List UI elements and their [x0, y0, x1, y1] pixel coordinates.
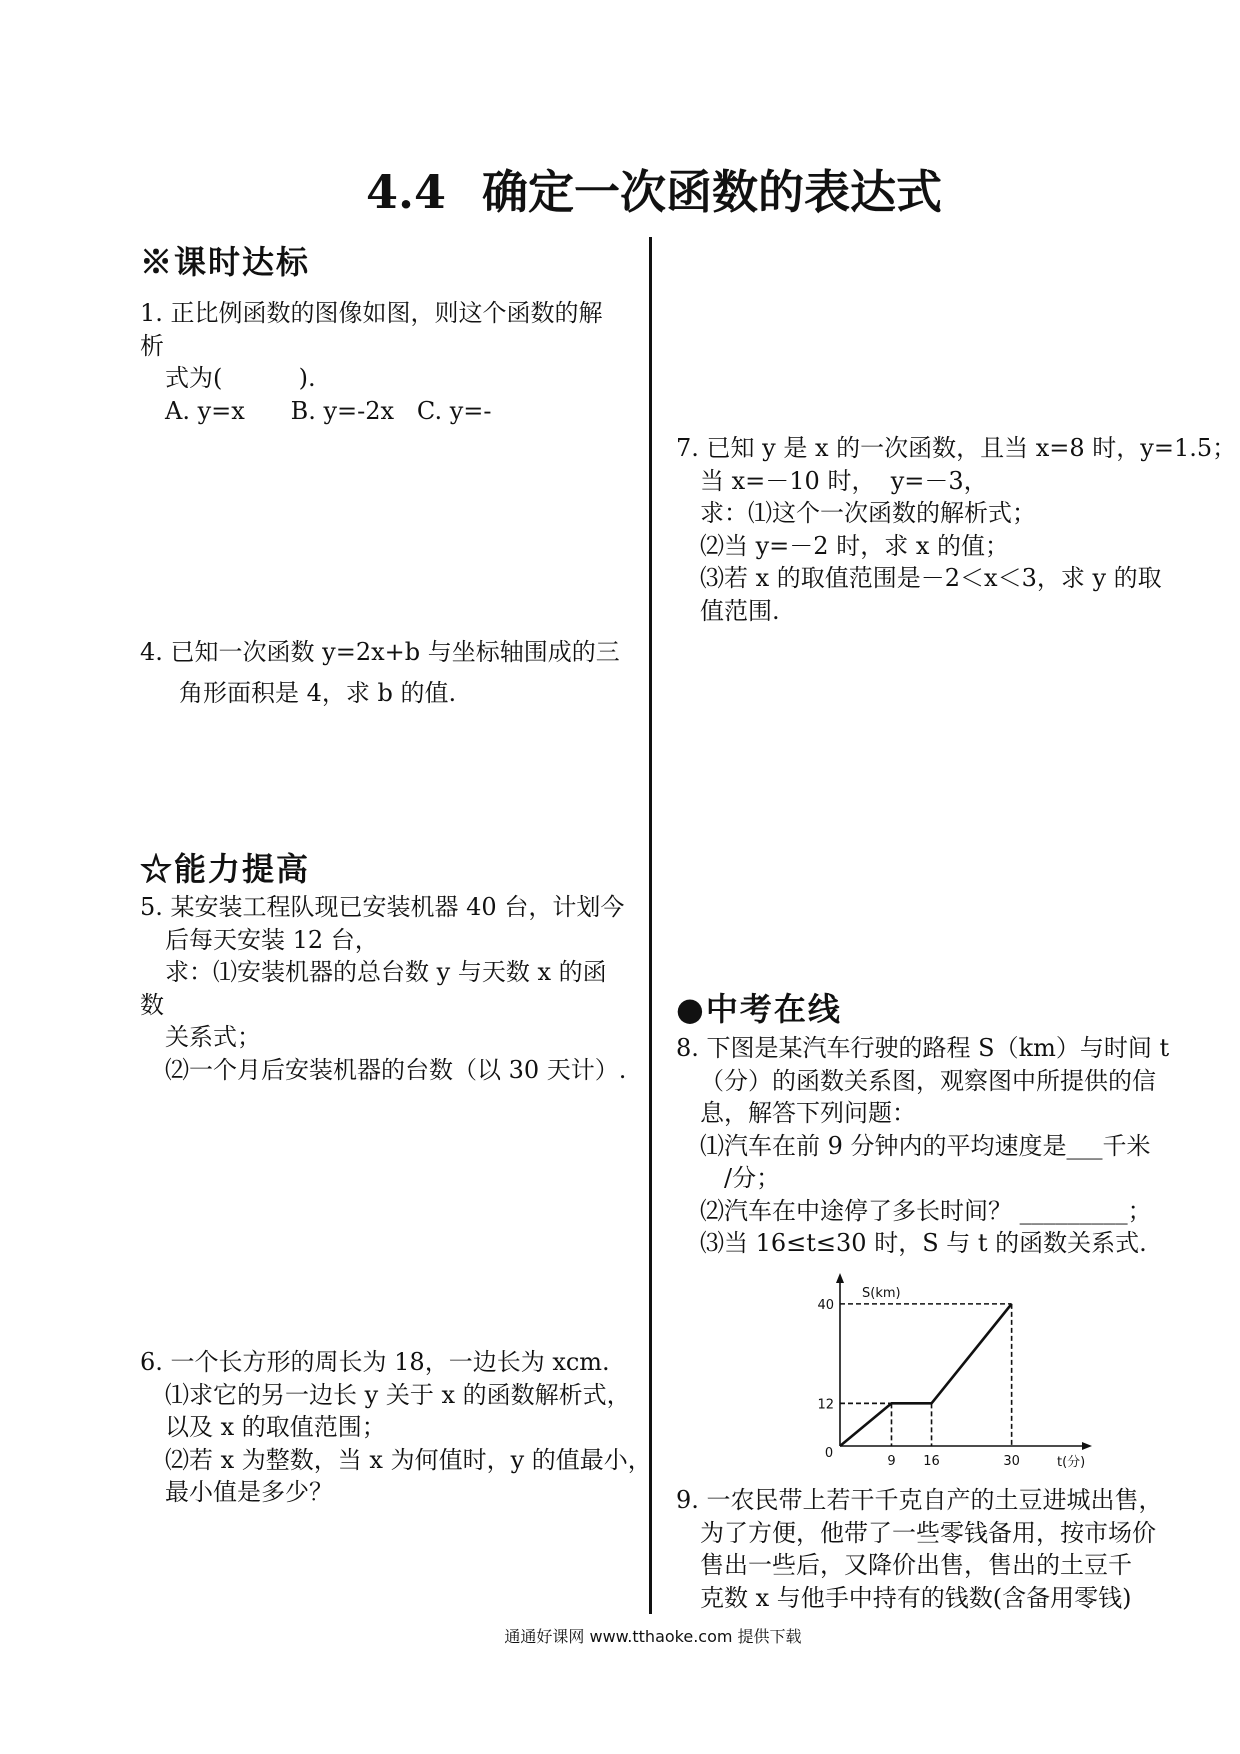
question-4 [140, 632, 620, 714]
question-8-line: ⑵汽车在中途停了多长时间？ _________； [700, 1196, 1152, 1225]
question-1-line: 式为( ). [165, 364, 316, 392]
page-footer: 通通好课网 www.tthaoke.com 提供下载 [504, 1627, 802, 1646]
question-8 [676, 1032, 1169, 1260]
page-title [366, 163, 942, 221]
question-4-line: 4. 已知一次函数 y=2x+b 与坐标轴围成的三 [140, 638, 620, 666]
x-axis-label: t(分) [1057, 1455, 1086, 1470]
question-7-line: 当 x=－10 时， y=－3， [700, 466, 988, 495]
question-7-line: 求：⑴这个一次函数的解析式； [700, 499, 1036, 527]
question-6-line: 最小值是多少？ [165, 1478, 333, 1506]
series-line [840, 1304, 1012, 1446]
y-axis-label: S(km) [862, 1286, 901, 1301]
question-1-options: A. y=x B. y=-2x C. y=- [165, 396, 492, 425]
distance-time-chart [805, 1265, 1095, 1480]
title-number: 4.4 [366, 165, 447, 219]
question-6 [140, 1346, 652, 1509]
question-7-line: 7. 已知 y 是 x 的一次函数，且当 x=8 时，y=1.5； [676, 434, 1237, 462]
question-8-line: 息，解答下列问题： [700, 1099, 916, 1127]
question-7 [676, 432, 1236, 627]
question-9-line: 克数 x 与他手中持有的钱数(含备用零钱) [700, 1583, 1132, 1612]
origin-label: 0 [824, 1446, 834, 1461]
y-tick-label: 40 [817, 1297, 834, 1313]
question-8-line: ⑴汽车在前 9 分钟内的平均速度是___千米 [700, 1131, 1151, 1160]
question-1-line: 1. 正比例函数的图像如图，则这个函数的解 [140, 299, 603, 327]
x-axis-arrow [1082, 1442, 1092, 1450]
question-6-line: 6. 一个长方形的周长为 18，一边长为 xcm. [140, 1348, 610, 1376]
section-heading-exam-online: ●中考在线 [676, 990, 842, 1028]
title-text: 确定一次函数的表达式 [482, 165, 943, 219]
y-tick-label: 12 [817, 1397, 834, 1413]
question-7-line: 值范围. [700, 596, 780, 625]
question-1 [140, 297, 603, 427]
question-5 [140, 891, 626, 1086]
question-7-line: ⑶若 x 的取值范围是－2＜x＜3，求 y 的取 [700, 564, 1162, 592]
question-9-line: 9. 一农民带上若干千克自产的土豆进城出售， [676, 1486, 1163, 1514]
x-tick-label: 30 [1003, 1454, 1020, 1469]
question-7-line: ⑵当 y=－2 时，求 x 的值； [700, 531, 1009, 560]
y-axis-arrow [836, 1273, 844, 1283]
question-8-line: 8. 下图是某汽车行驶的路程 S（km）与时间 t [676, 1034, 1170, 1062]
section-heading-class-goals: ※课时达标 [140, 243, 311, 281]
question-6-line: ⑴求它的另一边长 y 关于 x 的函数解析式， [165, 1380, 631, 1409]
question-6-line: ⑵若 x 为整数，当 x 为何值时，y 的值最小， [165, 1445, 652, 1474]
question-9-line: 为了方便，他带了一些零钱备用，按市场价 [700, 1518, 1156, 1547]
question-5-line: 后每天安装 12 台， [165, 925, 379, 954]
x-tick-label: 9 [887, 1454, 896, 1469]
section-heading-ability: ☆能力提高 [140, 850, 311, 888]
question-8-line: /分； [724, 1164, 781, 1192]
question-8-line: ⑶当 16≤t≤30 时，S 与 t 的函数关系式. [700, 1229, 1147, 1257]
x-tick-label: 16 [923, 1454, 940, 1469]
question-8-line: （分）的函数关系图，观察图中所提供的信 [700, 1066, 1156, 1095]
question-5-line: ⑵一个月后安装机器的台数（以 30 天计）. [165, 1055, 627, 1084]
question-5-line: 求：⑴安装机器的总台数 y 与天数 x 的函 [165, 958, 607, 986]
question-5-line: 数 [140, 990, 164, 1019]
question-9 [676, 1484, 1163, 1614]
question-9-line: 售出一些后，又降价出售，售出的土豆千 [700, 1551, 1132, 1579]
question-5-line: 5. 某安装工程队现已安装机器 40 台，计划今 [140, 893, 625, 921]
question-6-line: 以及 x 的取值范围； [165, 1413, 386, 1441]
question-5-line: 关系式； [165, 1023, 261, 1051]
question-4-line: 角形面积是 4，求 b 的值. [179, 679, 457, 707]
question-1-line: 析 [140, 331, 164, 360]
